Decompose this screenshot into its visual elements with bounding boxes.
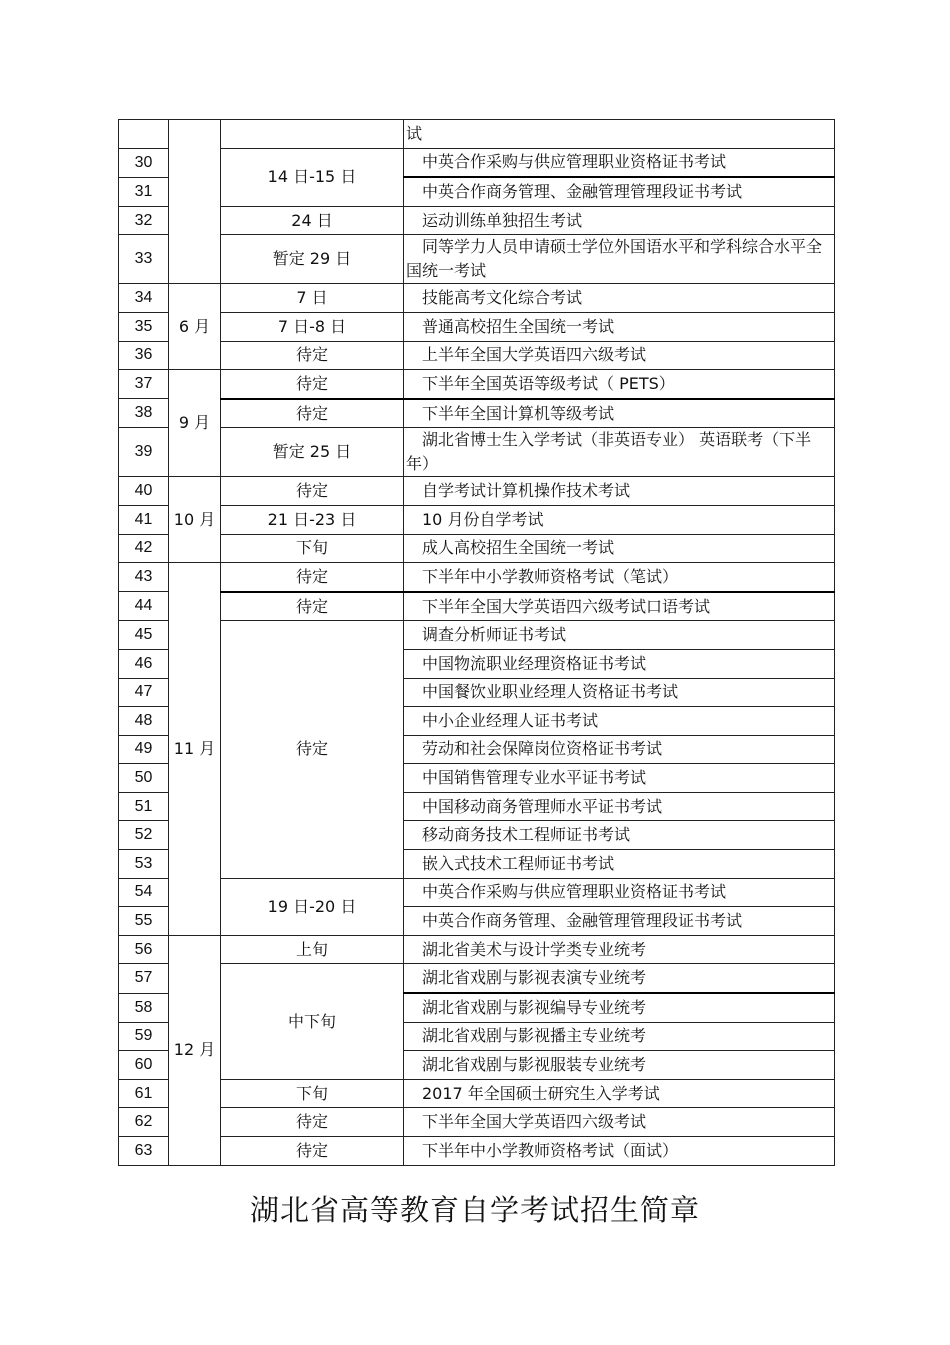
table-row xyxy=(119,120,835,149)
row-number: 61 xyxy=(119,1079,169,1108)
exam-name: 嵌入式技术工程师证书考试 xyxy=(404,850,835,879)
exam-name: 湖北省戏剧与影视编导专业统考 xyxy=(404,993,835,1022)
table-row xyxy=(119,370,835,399)
table-row xyxy=(119,964,835,993)
date-cell: 下旬 xyxy=(221,1079,404,1108)
table-row xyxy=(119,399,835,428)
month-cell: 6 月 xyxy=(169,284,221,370)
month-cell: 12 月 xyxy=(169,935,221,1165)
date-cell: 暂定 25 日 xyxy=(221,428,404,477)
table-row xyxy=(119,563,835,592)
row-number: 62 xyxy=(119,1108,169,1137)
exam-schedule-table xyxy=(118,119,835,1166)
table-row xyxy=(119,477,835,506)
month-cell xyxy=(169,120,221,284)
date-cell: 待定 xyxy=(221,1108,404,1137)
table-row xyxy=(119,206,835,235)
date-cell: 上旬 xyxy=(221,935,404,964)
row-number: 52 xyxy=(119,821,169,850)
row-number: 58 xyxy=(119,993,169,1022)
month-cell: 9 月 xyxy=(169,370,221,477)
row-number: 34 xyxy=(119,284,169,313)
row-number: 36 xyxy=(119,341,169,370)
exam-name: 中英合作采购与供应管理职业资格证书考试 xyxy=(404,148,835,177)
exam-name: 中英合作商务管理、金融管理管理段证书考试 xyxy=(404,177,835,206)
exam-name: 下半年全国大学英语四六级考试 xyxy=(404,1108,835,1137)
row-number: 51 xyxy=(119,792,169,821)
exam-name: 技能高考文化综合考试 xyxy=(404,284,835,313)
exam-name: 中国物流职业经理资格证书考试 xyxy=(404,649,835,678)
exam-name: 下半年中小学教师资格考试（面试） xyxy=(404,1137,835,1166)
date-cell: 待定 xyxy=(221,477,404,506)
exam-name: 下半年中小学教师资格考试（笔试） xyxy=(404,563,835,592)
row-number: 47 xyxy=(119,678,169,707)
row-number: 31 xyxy=(119,177,169,206)
exam-name: 湖北省博士生入学考试（非英语专业） 英语联考（下半年） xyxy=(404,428,835,477)
exam-name: 中英合作商务管理、金融管理管理段证书考试 xyxy=(404,907,835,936)
row-number: 33 xyxy=(119,235,169,284)
date-cell: 7 日 xyxy=(221,284,404,313)
exam-name: 下半年全国大学英语四六级考试口语考试 xyxy=(404,592,835,621)
table-row xyxy=(119,1079,835,1108)
date-cell: 14 日-15 日 xyxy=(221,148,404,206)
date-cell: 下旬 xyxy=(221,534,404,563)
row-number: 35 xyxy=(119,312,169,341)
month-cell: 11 月 xyxy=(169,563,221,936)
date-cell: 暂定 29 日 xyxy=(221,235,404,284)
row-number: 37 xyxy=(119,370,169,399)
table-row xyxy=(119,235,835,284)
row-number: 53 xyxy=(119,850,169,879)
exam-name: 普通高校招生全国统一考试 xyxy=(404,312,835,341)
date-cell: 19 日-20 日 xyxy=(221,878,404,935)
table-row xyxy=(119,534,835,563)
exam-name: 中英合作采购与供应管理职业资格证书考试 xyxy=(404,878,835,907)
exam-name: 调查分析师证书考试 xyxy=(404,621,835,650)
exam-name: 中国餐饮业职业经理人资格证书考试 xyxy=(404,678,835,707)
row-number: 45 xyxy=(119,621,169,650)
date-cell: 中下旬 xyxy=(221,964,404,1079)
table-row xyxy=(119,341,835,370)
row-number: 49 xyxy=(119,735,169,764)
row-number: 42 xyxy=(119,534,169,563)
date-cell: 待定 xyxy=(221,1137,404,1166)
table-row xyxy=(119,935,835,964)
table-row xyxy=(119,505,835,534)
row-number: 39 xyxy=(119,428,169,477)
table-row xyxy=(119,312,835,341)
exam-name: 中国销售管理专业水平证书考试 xyxy=(404,764,835,793)
date-cell: 待定 xyxy=(221,370,404,399)
exam-name: 中小企业经理人证书考试 xyxy=(404,707,835,736)
row-number: 59 xyxy=(119,1022,169,1051)
row-number: 32 xyxy=(119,206,169,235)
table-row xyxy=(119,284,835,313)
row-number: 48 xyxy=(119,707,169,736)
row-number: 38 xyxy=(119,399,169,428)
row-number: 40 xyxy=(119,477,169,506)
month-cell: 10 月 xyxy=(169,477,221,563)
table-row xyxy=(119,621,835,650)
row-number: 46 xyxy=(119,649,169,678)
row-number: 54 xyxy=(119,878,169,907)
table-row xyxy=(119,1137,835,1166)
exam-name: 移动商务技术工程师证书考试 xyxy=(404,821,835,850)
table-row xyxy=(119,878,835,907)
row-number: 50 xyxy=(119,764,169,793)
date-cell: 待定 xyxy=(221,341,404,370)
table-row xyxy=(119,592,835,621)
row-number: 44 xyxy=(119,592,169,621)
row-number: 43 xyxy=(119,563,169,592)
exam-name: 湖北省戏剧与影视播主专业统考 xyxy=(404,1022,835,1051)
row-number: 41 xyxy=(119,505,169,534)
date-cell: 21 日-23 日 xyxy=(221,505,404,534)
table-row xyxy=(119,428,835,477)
row-number: 30 xyxy=(119,148,169,177)
row-number: 55 xyxy=(119,907,169,936)
exam-name: 2017 年全国硕士研究生入学考试 xyxy=(404,1079,835,1108)
row-number: 63 xyxy=(119,1137,169,1166)
exam-name: 运动训练单独招生考试 xyxy=(404,206,835,235)
exam-name: 试 xyxy=(404,120,835,149)
row-number xyxy=(119,120,169,149)
row-number: 56 xyxy=(119,935,169,964)
exam-name: 下半年全国计算机等级考试 xyxy=(404,399,835,428)
date-cell: 7 日-8 日 xyxy=(221,312,404,341)
date-cell: 待定 xyxy=(221,592,404,621)
document-title: 湖北省高等教育自学考试招生简章 xyxy=(249,1193,700,1227)
exam-name: 湖北省戏剧与影视表演专业统考 xyxy=(404,964,835,993)
table-row xyxy=(119,1108,835,1137)
exam-name: 劳动和社会保障岗位资格证书考试 xyxy=(404,735,835,764)
date-cell: 24 日 xyxy=(221,206,404,235)
date-cell: 待定 xyxy=(221,399,404,428)
exam-name: 自学考试计算机操作技术考试 xyxy=(404,477,835,506)
exam-name: 中国移动商务管理师水平证书考试 xyxy=(404,792,835,821)
exam-name: 湖北省戏剧与影视服装专业统考 xyxy=(404,1051,835,1080)
date-cell: 待定 xyxy=(221,621,404,878)
row-number: 57 xyxy=(119,964,169,993)
exam-name: 同等学力人员申请硕士学位外国语水平和学科综合水平全国统一考试 xyxy=(404,235,835,284)
exam-name: 10 月份自学考试 xyxy=(404,505,835,534)
exam-name: 湖北省美术与设计学类专业统考 xyxy=(404,935,835,964)
row-number: 60 xyxy=(119,1051,169,1080)
exam-name: 成人高校招生全国统一考试 xyxy=(404,534,835,563)
exam-name: 上半年全国大学英语四六级考试 xyxy=(404,341,835,370)
date-cell: 待定 xyxy=(221,563,404,592)
date-cell xyxy=(221,120,404,149)
table-row xyxy=(119,148,835,177)
exam-name: 下半年全国英语等级考试（ PETS） xyxy=(404,370,835,399)
